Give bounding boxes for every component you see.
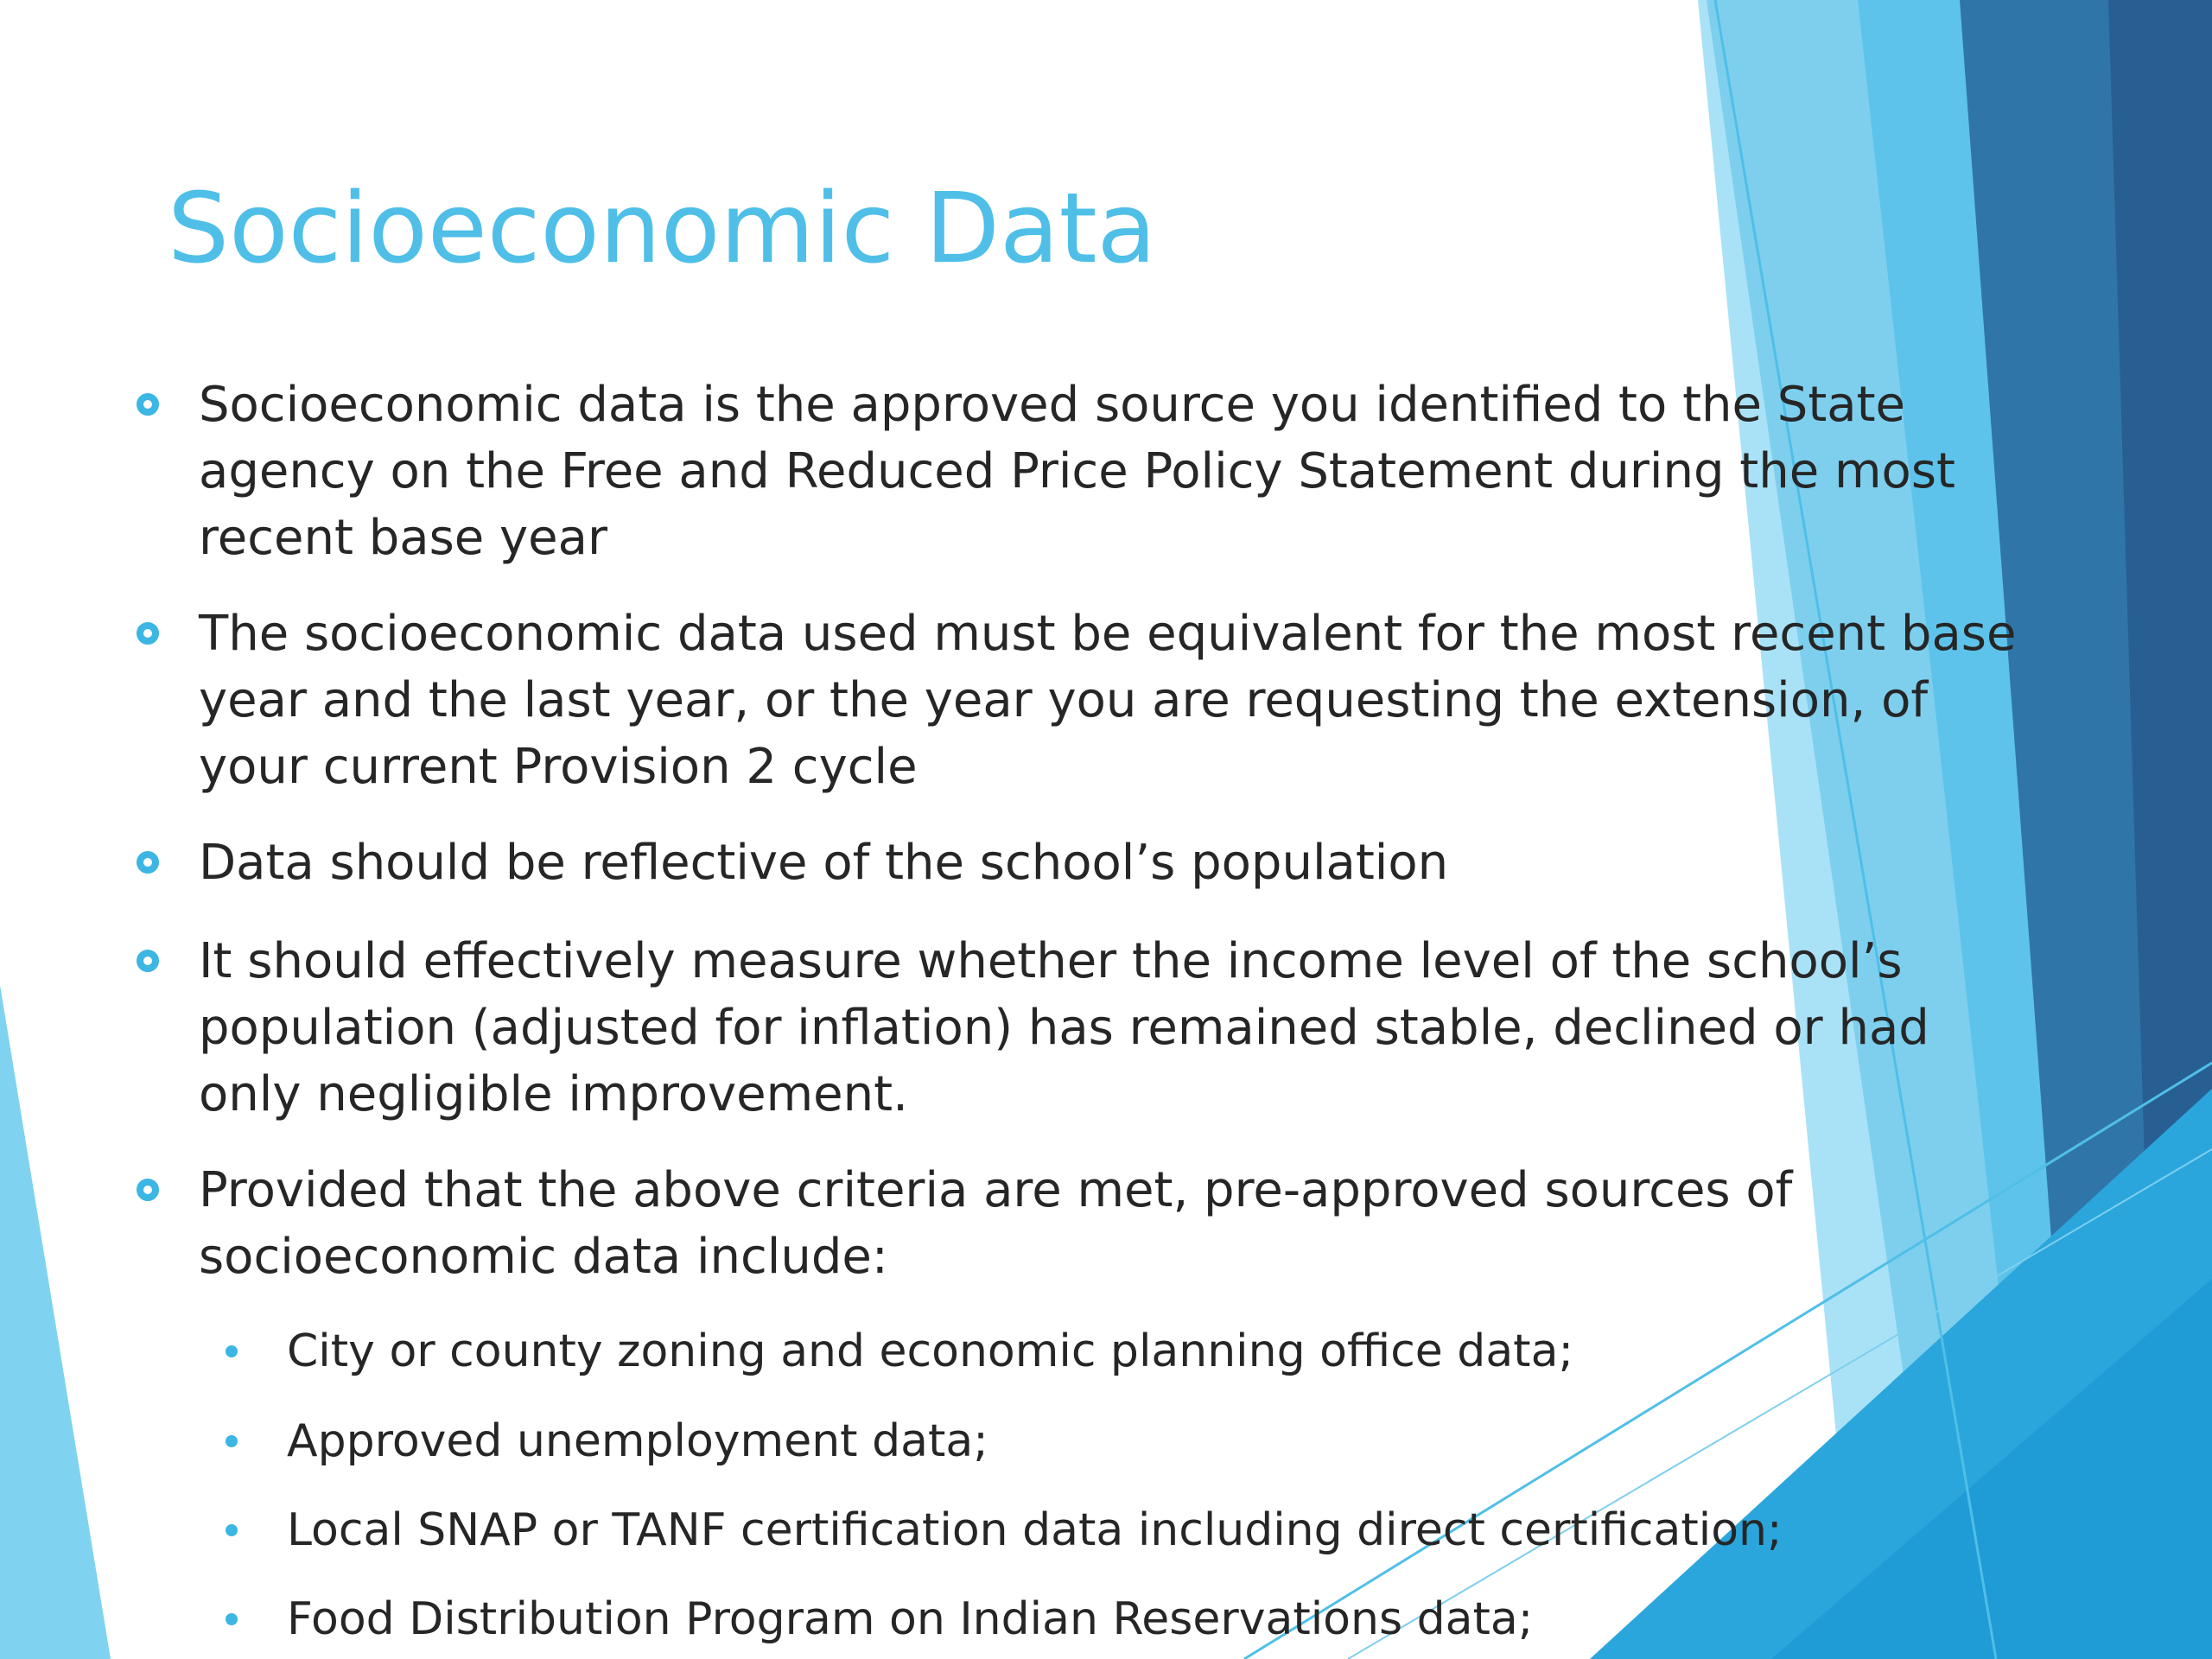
bullet-item-income-measure [199,928,2152,1128]
bullet-text-line: socioeconomic data include: [199,1229,888,1285]
bullet-text-line: recent base year [199,510,607,566]
bullet-marker [137,851,159,874]
bullet-item-approved-source [199,372,2152,571]
bullet-text-line: year and the last year, or the year you are requesting the extension, of [199,672,1929,728]
bullet-text-line: only negligible improvement. [199,1066,908,1122]
sub-bullet-marker [226,1345,238,1357]
bullet-item-equivalent-data [199,601,2152,800]
bullet-text-line: population (adjusted for inflation) has remained stable, declined or had [199,1000,1929,1056]
bullet-item-preapproved-sources [199,1157,2152,1290]
sub-bullet-item: City or county zoning and economic planning office data; [287,1325,1573,1377]
sub-bullet-marker [226,1613,238,1625]
sub-bullet-item: Approved unemployment data; [287,1415,988,1467]
bullet-text-line: The socioeconomic data used must be equivalent for the most recent base [199,606,2017,662]
slide-title: Socioeconomic Data [168,173,1157,285]
bullet-text-line: Provided that the above criteria are met, pre-approved sources of [199,1162,1793,1218]
bullet-text-line: Data should be reflective of the school’s population [199,835,1449,891]
bullet-item-reflective-data [199,830,2152,896]
sub-bullet-marker [226,1524,238,1536]
bullet-text-line: agency on the Free and Reduced Price Policy Statement during the most [199,443,1955,499]
sub-bullet-item: Food Distribution Program on Indian Reservations data; [287,1593,1534,1645]
bullet-text-line: It should effectively measure whether the income level of the school’s [199,933,1903,989]
sub-bullet-item: Local SNAP or TANF certification data including direct certification; [287,1504,1783,1556]
bullet-text-line: Socioeconomic data is the approved source you identified to the State [199,377,1906,433]
sub-bullet-marker [226,1435,238,1447]
bullet-text-line: your current Provision 2 cycle [199,739,918,795]
bullet-marker [137,393,159,416]
bullet-marker [137,950,159,972]
bullet-marker [137,1179,159,1201]
bullet-marker [137,622,159,645]
